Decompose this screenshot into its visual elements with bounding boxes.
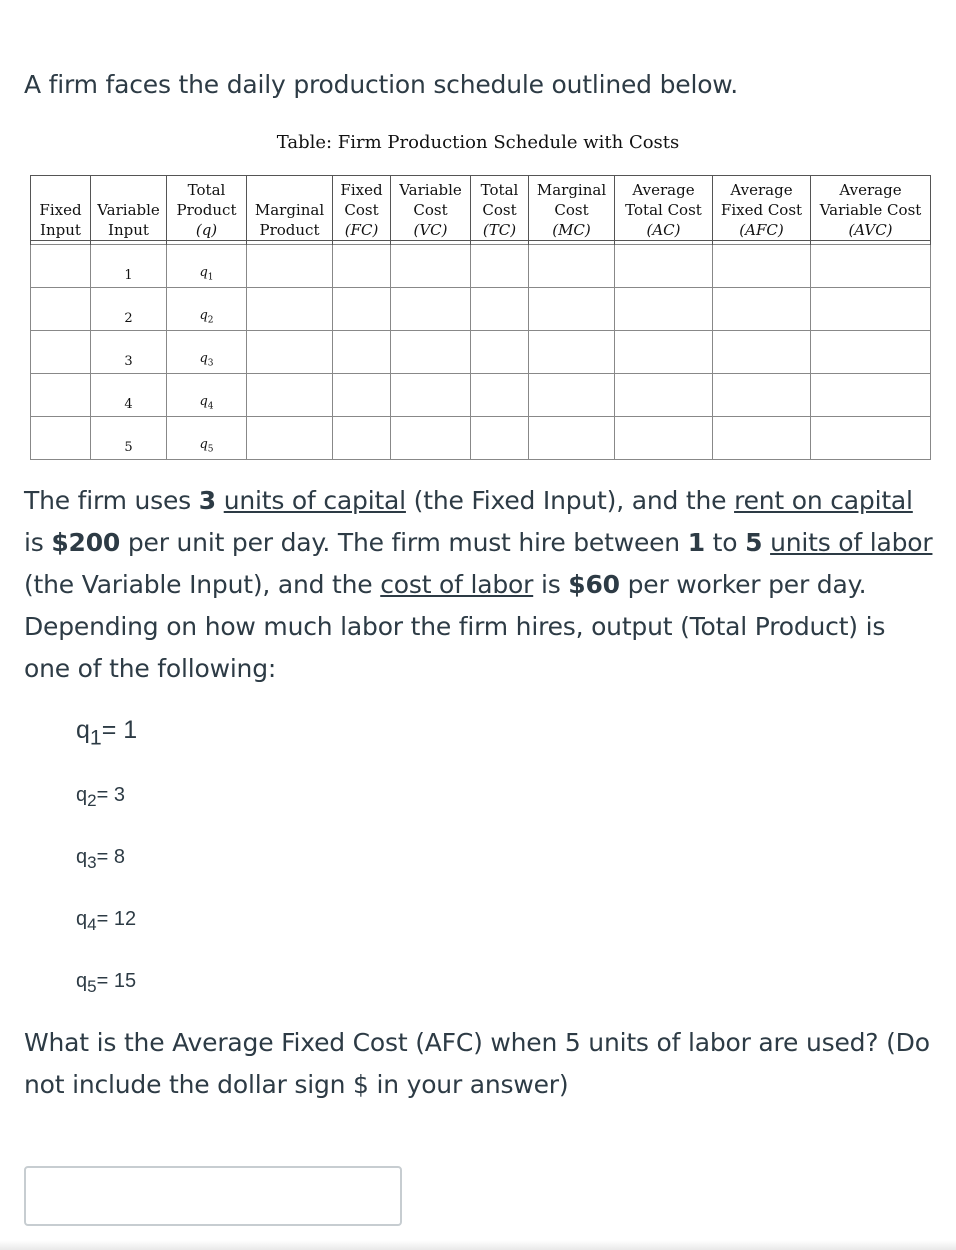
empty-cell (615, 288, 713, 331)
empty-cell (247, 417, 333, 460)
empty-cell (247, 245, 333, 288)
empty-cell (391, 331, 471, 374)
empty-cell (31, 331, 91, 374)
q-symbol: $q_1$ (199, 265, 214, 283)
empty-cell (247, 331, 333, 374)
labor-max: 5 (745, 528, 763, 557)
output-q2: $q_2= 3$ (76, 784, 125, 811)
empty-cell (31, 245, 91, 288)
table-row (31, 288, 931, 331)
answer-input[interactable] (24, 1166, 402, 1226)
empty-cell (811, 245, 931, 288)
labor-min: 1 (687, 528, 705, 557)
empty-cell (529, 288, 615, 331)
empty-cell (529, 331, 615, 374)
wage-value: $60 (568, 570, 620, 599)
empty-cell (391, 245, 471, 288)
empty-cell (471, 245, 529, 288)
page-bottom-edge (0, 1240, 956, 1250)
labor-cell: 3 (91, 331, 167, 374)
empty-cell (811, 417, 931, 460)
empty-cell (615, 417, 713, 460)
output-q1: $q_1= 1$ (76, 716, 138, 750)
total-product-cell (167, 288, 247, 331)
empty-cell (391, 374, 471, 417)
q-symbol: $q_5$ (199, 437, 214, 455)
empty-cell (811, 331, 931, 374)
empty-cell (713, 417, 811, 460)
empty-cell (391, 288, 471, 331)
empty-cell (333, 245, 391, 288)
labor-cell: 4 (91, 374, 167, 417)
header-fixed-input: Fixed Input (31, 176, 91, 241)
labor-cell: 1 (91, 245, 167, 288)
empty-cell (529, 374, 615, 417)
empty-cell (31, 288, 91, 331)
production-schedule-table (30, 175, 931, 460)
empty-cell (471, 288, 529, 331)
empty-cell (713, 245, 811, 288)
table-row (31, 245, 931, 288)
intro-text: A firm faces the daily production schedule outlined below. (24, 70, 738, 99)
table-caption: Table: Firm Production Schedule with Costs (276, 132, 680, 153)
header-average-fixed-cost: Average Fixed Cost (AFC) (713, 176, 811, 241)
empty-cell (615, 374, 713, 417)
empty-cell (529, 417, 615, 460)
header-average-variable-cost: Average Variable Cost (AVC) (811, 176, 931, 241)
q-symbol: $q_4$ (199, 394, 214, 412)
empty-cell (713, 374, 811, 417)
question-text: What is the Average Fixed Cost (AFC) when 5 units of labor are used? (Do not include the dollar sign $ in your answer) (24, 1028, 930, 1099)
total-product-cell (167, 245, 247, 288)
problem-description: The firm uses 3 units of capital (the Fixed Input), and the rent on capital is $200 per unit per day. The firm must hire between 1 to 5 units of labor (the Variable Input), and the cost of labor is $60 per worker per day. Depending on how much labor the firm hires, output (Total Product) is one of the following: (24, 486, 933, 683)
total-product-cell (167, 374, 247, 417)
rent-on-capital-link[interactable]: rent on capital (734, 486, 913, 515)
cost-of-labor-link[interactable]: cost of labor (380, 570, 534, 599)
header-average-total-cost: Average Total Cost (AC) (615, 176, 713, 241)
table-row (31, 374, 931, 417)
output-q4: $q_4= 12$ (76, 908, 137, 935)
header-total-product: Total Product (q) (167, 176, 247, 241)
header-fixed-cost: Fixed Cost (FC) (333, 176, 391, 241)
empty-cell (713, 331, 811, 374)
total-product-cell (167, 417, 247, 460)
table-row (31, 331, 931, 374)
empty-cell (333, 374, 391, 417)
empty-cell (615, 331, 713, 374)
empty-cell (247, 288, 333, 331)
empty-cell (31, 374, 91, 417)
empty-cell (247, 374, 333, 417)
header-marginal-product: Marginal Product (247, 176, 333, 241)
labor-cell: 2 (91, 288, 167, 331)
empty-cell (811, 288, 931, 331)
header-marginal-cost: Marginal Cost (MC) (529, 176, 615, 241)
empty-cell (391, 417, 471, 460)
total-product-cell (167, 331, 247, 374)
q-symbol: $q_3$ (199, 351, 214, 369)
units-of-capital-link[interactable]: units of capital (223, 486, 406, 515)
rent-value: $200 (51, 528, 121, 557)
output-q5: $q_5= 15$ (76, 970, 137, 997)
empty-cell (333, 331, 391, 374)
header-variable-input: Variable Input (91, 176, 167, 241)
capital-units: 3 (198, 486, 216, 515)
header-variable-cost: Variable Cost (VC) (391, 176, 471, 241)
q-symbol: $q_2$ (199, 308, 214, 326)
empty-cell (529, 245, 615, 288)
units-of-labor-link[interactable]: units of labor (770, 528, 933, 557)
empty-cell (333, 288, 391, 331)
empty-cell (333, 417, 391, 460)
empty-cell (471, 374, 529, 417)
empty-cell (615, 245, 713, 288)
output-q3: $q_3= 8$ (76, 846, 125, 873)
empty-cell (31, 417, 91, 460)
header-total-cost: Total Cost (TC) (471, 176, 529, 241)
labor-cell: 5 (91, 417, 167, 460)
empty-cell (471, 417, 529, 460)
empty-cell (811, 374, 931, 417)
empty-cell (713, 288, 811, 331)
empty-cell (471, 331, 529, 374)
table-row (31, 417, 931, 460)
